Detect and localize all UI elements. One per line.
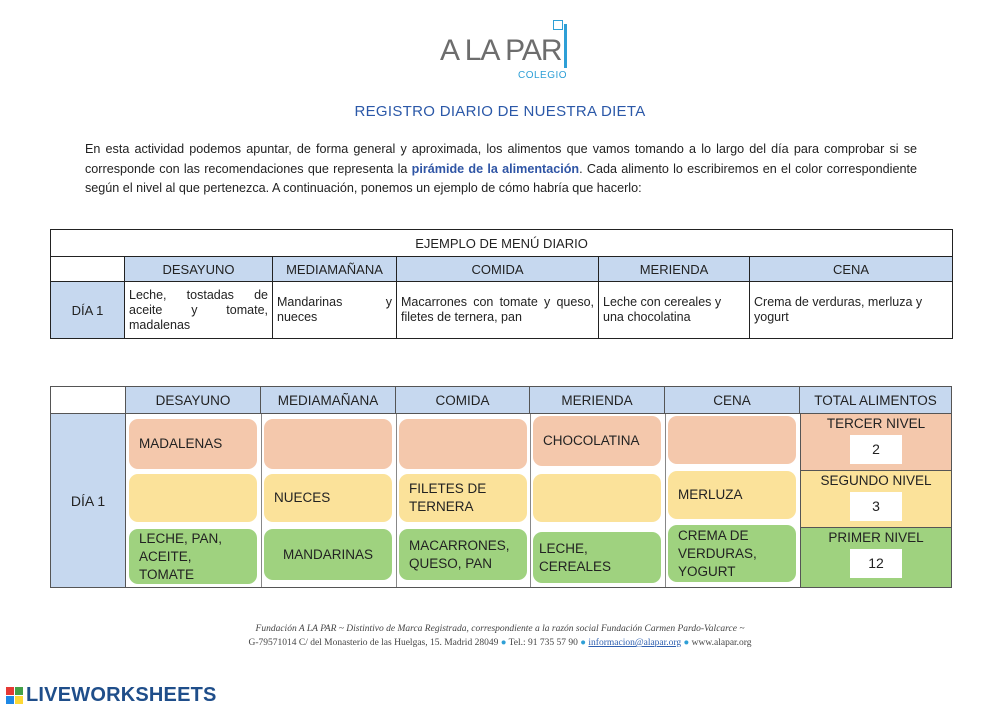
example-header-cena: CENA (750, 257, 953, 282)
bullet-icon: ● (500, 638, 509, 648)
total-first-level (801, 528, 951, 587)
example-cell-cena: Crema de verduras, merluza y yogurt (750, 282, 953, 339)
example-header-mediamanana: MEDIAMAÑANA (273, 257, 397, 282)
footer-phone: Tel.: 91 735 57 90 (508, 638, 578, 648)
food-box-third-level[interactable]: CHOCOLATINA (533, 416, 661, 466)
food-box-third-level[interactable] (264, 419, 392, 469)
column-divider (665, 414, 666, 587)
bullet-icon: ● (683, 638, 692, 648)
page-title: REGISTRO DIARIO DE NUESTRA DIETA (354, 103, 646, 120)
food-box-second-level[interactable]: MERLUZA (668, 471, 796, 519)
footer-address: G-79571014 C/ del Monasterio de las Huelgas, 15. Madrid 28049 (248, 638, 499, 648)
record-header-mediamanana: MEDIAMAÑANA (261, 387, 396, 414)
food-box-first-level[interactable]: MANDARINAS (264, 529, 392, 580)
liveworksheets-logo (6, 683, 217, 707)
food-box-third-level[interactable] (668, 416, 796, 464)
intro-text-before: En esta actividad podemos apuntar, de forma general y aproximada, los alimentos que vamos tomando a lo largo del día para comprobar si se corresponde con las recomendaciones que representa la (85, 142, 917, 176)
example-caption: EJEMPLO DE MENÚ DIARIO (51, 230, 953, 257)
food-box-third-level[interactable] (399, 419, 527, 469)
total-label: SEGUNDO NIVEL (820, 473, 932, 488)
footer-website[interactable]: www.alapar.org (691, 638, 752, 648)
example-cell-desayuno: Leche, tostadas de aceite y tomate, madalenas (125, 282, 273, 339)
example-corner (51, 257, 125, 282)
logo-mark-icon (553, 20, 563, 30)
food-box-second-level[interactable] (129, 474, 257, 522)
example-cell-merienda: Leche con cereales y una chocolatina (599, 282, 750, 339)
record-header-total: TOTAL ALIMENTOS (800, 387, 951, 414)
total-label: TERCER NIVEL (826, 416, 926, 431)
column-divider (396, 414, 397, 587)
example-header-merienda: MERIENDA (599, 257, 750, 282)
footer-legal: Fundación A LA PAR ~ Distintivo de Marca Registrada, correspondiente a la razón social Fundación Carmen Pardo-Valcarce ~ (255, 624, 745, 634)
intro-highlight: pirámide de la alimentación (411, 161, 580, 176)
food-box-first-level[interactable]: LECHE, PAN, ACEITE, TOMATE (129, 529, 257, 584)
example-cell-mediamanana: Mandarinas y nueces (273, 282, 397, 339)
food-box-second-level[interactable]: FILETES DE TERNERA (399, 474, 527, 522)
food-box-third-level[interactable]: MADALENAS (129, 419, 257, 469)
total-value-input[interactable]: 2 (850, 435, 902, 464)
food-box-first-level[interactable]: LECHE, CEREALES (533, 532, 661, 583)
footer-email-link[interactable]: informacion@alapar.org (588, 638, 682, 648)
logo-subtitle: COLEGIO (518, 70, 568, 81)
total-label: PRIMER NIVEL (828, 530, 924, 545)
example-cell-comida: Macarrones con tomate y queso, filetes de ternera, pan (397, 282, 599, 339)
diet-record-table (50, 386, 952, 588)
record-header-merienda: MERIENDA (530, 387, 665, 414)
example-menu-table (50, 229, 953, 339)
school-logo (440, 18, 580, 84)
record-day-label: DÍA 1 (51, 414, 126, 587)
intro-text-after: . Cada alimento lo escribiremos en el color correspondiente según el nivel al que pertenezca. A continuación, ponemos un ejemplo de cómo habría que hacerlo: (85, 161, 917, 195)
total-second-level (801, 471, 951, 528)
record-corner (51, 387, 126, 414)
example-day-label: DÍA 1 (51, 282, 125, 339)
example-header-desayuno: DESAYUNO (125, 257, 273, 282)
column-divider (261, 414, 262, 587)
food-box-second-level[interactable] (533, 474, 661, 522)
food-box-first-level[interactable]: CREMA DE VERDURAS, YOGURT (668, 525, 796, 582)
record-header-comida: COMIDA (396, 387, 530, 414)
footer-contact (0, 638, 1000, 648)
liveworksheets-wordmark: LIVEWORKSHEETS (26, 683, 217, 706)
record-header-desayuno: DESAYUNO (126, 387, 261, 414)
column-divider (530, 414, 531, 587)
liveworksheets-icon (6, 687, 23, 704)
food-box-second-level[interactable]: NUECES (264, 474, 392, 522)
logo-bar-icon (564, 24, 567, 68)
total-value-input[interactable]: 3 (850, 492, 902, 521)
logo-brand: A LA PAR (440, 34, 562, 67)
food-box-first-level[interactable]: MACARRONES, QUESO, PAN (399, 529, 527, 580)
total-value-input[interactable]: 12 (850, 549, 902, 578)
bullet-icon: ● (580, 638, 589, 648)
intro-paragraph (85, 140, 917, 199)
total-third-level (801, 414, 951, 471)
record-header-cena: CENA (665, 387, 800, 414)
example-header-comida: COMIDA (397, 257, 599, 282)
